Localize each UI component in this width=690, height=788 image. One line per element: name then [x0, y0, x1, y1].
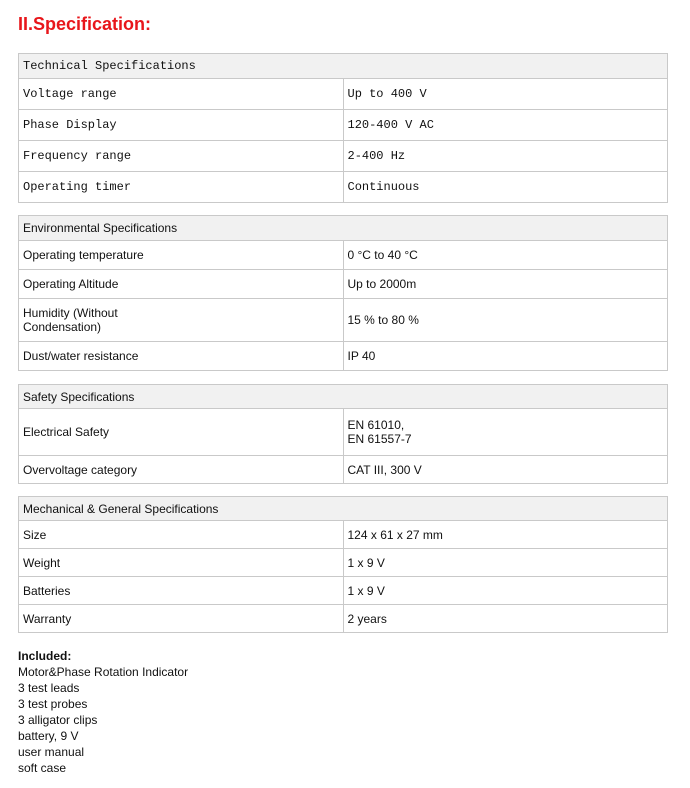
table-row: [19, 79, 668, 110]
list-item: battery, 9 V: [18, 729, 79, 743]
row-value: CAT III, 300 V: [343, 456, 668, 484]
row-label: Operating timer: [19, 172, 344, 203]
row-label: Operating temperature: [19, 241, 344, 270]
included-title: Included:: [18, 649, 72, 663]
table-row: [19, 409, 668, 456]
table-header: Mechanical & General Specifications: [19, 497, 668, 521]
row-value: [343, 409, 668, 456]
page-title: II.Specification:: [18, 14, 152, 34]
table-row: [19, 141, 668, 172]
row-value: 2 years: [343, 605, 668, 633]
row-label: Voltage range: [19, 79, 344, 110]
row-value: 120-400 V AC: [343, 110, 668, 141]
table-row: [19, 549, 668, 577]
row-label: Warranty: [19, 605, 344, 633]
row-label: Overvoltage category: [19, 456, 344, 484]
technical-specifications-table: [18, 53, 668, 203]
included-section: [18, 648, 188, 776]
row-label: Weight: [19, 549, 344, 577]
row-label: Batteries: [19, 577, 344, 605]
list-item: soft case: [18, 761, 67, 775]
table-row: [19, 342, 668, 371]
list-item: Motor&Phase Rotation Indicator: [18, 665, 189, 679]
safety-specifications-table: [18, 384, 668, 484]
row-value: 1 x 9 V: [343, 549, 668, 577]
mechanical-specifications-table: [18, 496, 668, 633]
row-value-line: EN 61557-7: [347, 432, 412, 446]
row-value: 15 % to 80 %: [343, 299, 668, 342]
environmental-specifications-table: [18, 215, 668, 371]
table-row: [19, 521, 668, 549]
table-header: Safety Specifications: [19, 385, 668, 409]
row-label: Phase Display: [19, 110, 344, 141]
row-label: Operating Altitude: [19, 270, 344, 299]
table-header: Environmental Specifications: [19, 216, 668, 241]
row-value: 2-400 Hz: [343, 141, 668, 172]
row-label: [19, 299, 344, 342]
row-value: Up to 2000m: [343, 270, 668, 299]
row-label: Frequency range: [19, 141, 344, 172]
table-row: [19, 299, 668, 342]
table-row: [19, 456, 668, 484]
row-label: Size: [19, 521, 344, 549]
table-row: [19, 605, 668, 633]
table-row: [19, 270, 668, 299]
row-label-line: Humidity (Without: [23, 306, 118, 320]
row-value: 0 °C to 40 °C: [343, 241, 668, 270]
row-label: Dust/water resistance: [19, 342, 344, 371]
list-item: user manual: [18, 745, 85, 759]
row-value: Up to 400 V: [343, 79, 668, 110]
row-label: Electrical Safety: [19, 409, 344, 456]
row-value: IP 40: [343, 342, 668, 371]
table-row: [19, 577, 668, 605]
row-value: 1 x 9 V: [343, 577, 668, 605]
table-row: [19, 110, 668, 141]
table-row: [19, 172, 668, 203]
row-label-line: Condensation): [23, 320, 102, 334]
list-item: 3 test probes: [18, 697, 88, 711]
row-value: Continuous: [343, 172, 668, 203]
row-value-line: EN 61010,: [347, 418, 405, 432]
table-row: [19, 241, 668, 270]
row-value: 124 x 61 x 27 mm: [343, 521, 668, 549]
list-item: 3 alligator clips: [18, 713, 98, 727]
list-item: 3 test leads: [18, 681, 80, 695]
table-header: Technical Specifications: [19, 54, 668, 79]
